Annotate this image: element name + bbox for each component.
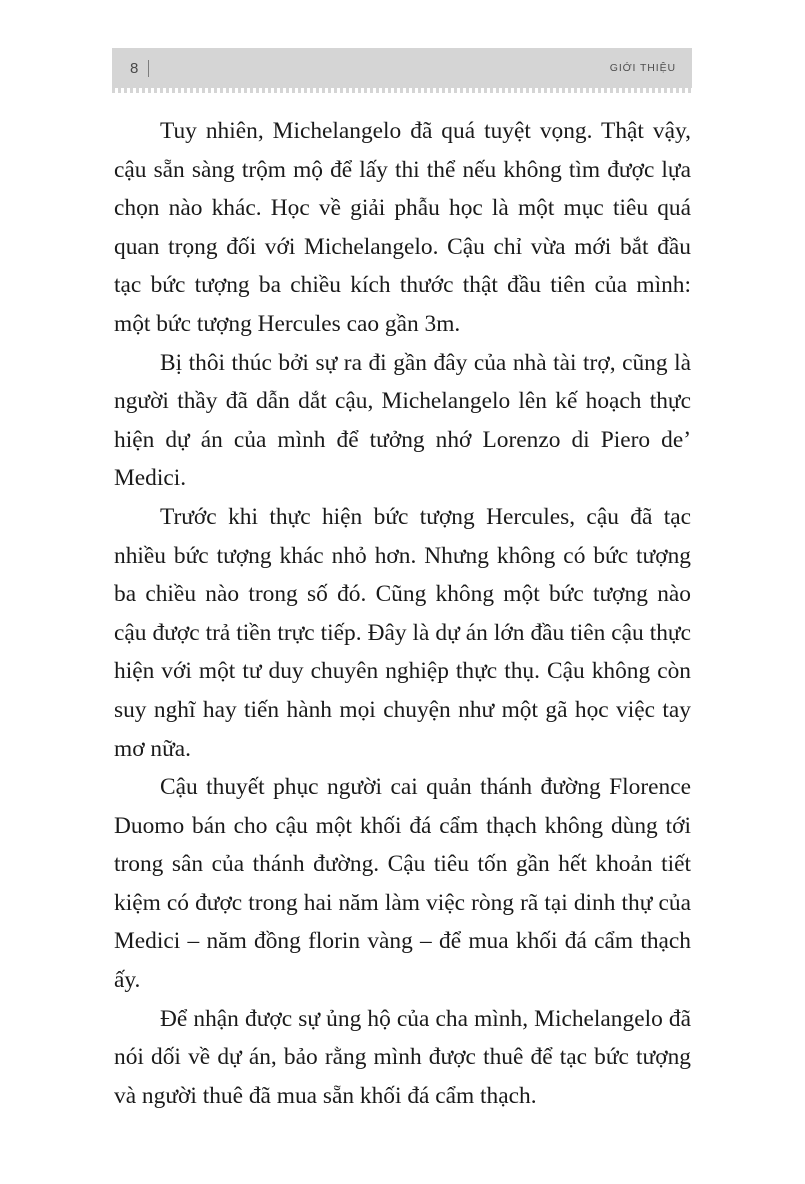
running-head-title: GIỚI THIỆU (609, 61, 676, 74)
running-header-content (112, 48, 692, 88)
paragraph: Để nhận được sự ủng hộ của cha mình, Michelangelo đã nói dối về dự án, bảo rằng mình được thuê để tạc bức tượng và người thuê đã mua sẵn khối đá cẩm thạch. (114, 1005, 691, 1109)
body-text-column (114, 112, 691, 1115)
header-dotted-edge (112, 88, 692, 93)
page-number: 8 (130, 59, 139, 77)
paragraph: Cậu thuyết phục người cai quản thánh đường Florence Duomo bán cho cậu một khối đá cẩm thạch không dùng tới trong sân của thánh đường. Cậu tiêu tốn gần hết khoản tiết kiệm có được trong hai năm làm việc ròng rã tại dinh thự của Medici – năm đồng florin vàng – để mua khối đá cẩm thạch ấy. (114, 774, 691, 994)
folio-divider-icon (148, 60, 149, 77)
paragraph: Trước khi thực hiện bức tượng Hercules, cậu đã tạc nhiều bức tượng khác nhỏ hơn. Nhưng không có bức tượng ba chiều nào trong số đó. Cũng không một bức tượng nào cậu được trả tiền trực tiếp. Đây là dự án lớn đầu tiên cậu thực hiện với một tư duy chuyên nghiệp thực thụ. Cậu không còn suy nghĩ hay tiến hành mọi chuyện như một gã học việc tay mơ nữa. (114, 503, 691, 762)
running-header-band (112, 48, 692, 88)
folio-group (130, 60, 149, 77)
paragraph: Tuy nhiên, Michelangelo đã quá tuyệt vọng. Thật vậy, cậu sẵn sàng trộm mộ để lấy thi thể nếu không tìm được lựa chọn nào khác. Học về giải phẫu học là một mục tiêu quá quan trọng đối với Michelangelo. Cậu chỉ vừa mới bắt đầu tạc bức tượng ba chiều kích thước thật đầu tiên của mình: một bức tượng Hercules cao gần 3m. (114, 118, 691, 337)
paragraph: Bị thôi thúc bởi sự ra đi gần đây của nhà tài trợ, cũng là người thầy đã dẫn dắt cậu, Michelangelo lên kế hoạch thực hiện dự án của mình để tưởng nhớ Lorenzo di Piero de’ Medici. (114, 349, 691, 492)
